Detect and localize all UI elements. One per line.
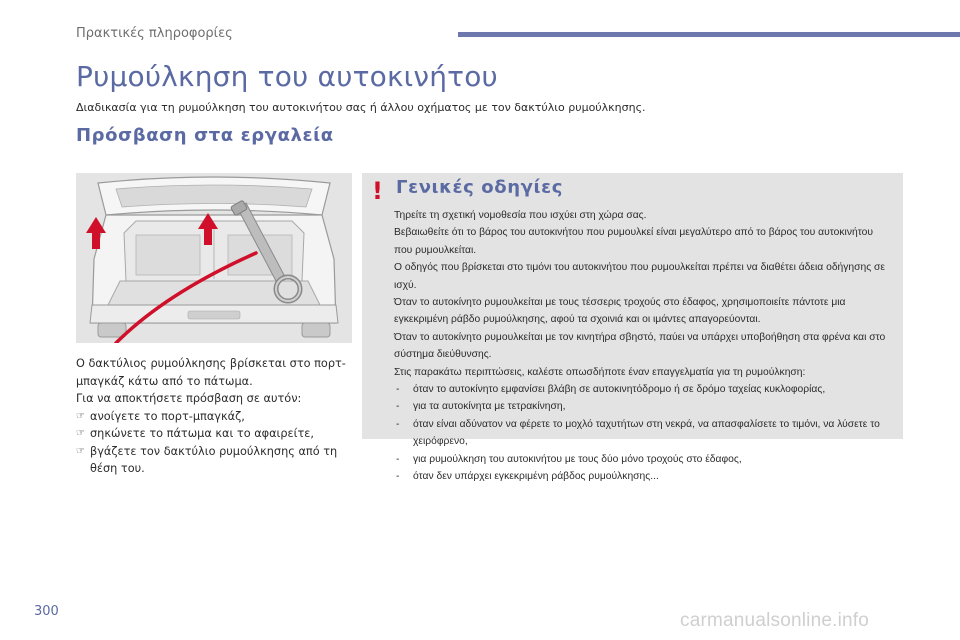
access-intro: Για να αποκτήσετε πρόσβαση σε αυτόν: bbox=[76, 392, 302, 405]
section-subtitle: Πρόσβαση στα εργαλεία bbox=[76, 125, 334, 146]
case-item: - όταν δεν υπάρχει εγκεκριμένη ράβδος ρυμούλκησης... bbox=[394, 468, 894, 485]
note-paragraph: Όταν το αυτοκίνητο ρυμουλκείται με τον κινητήρα σβηστό, παύει να υπάρχει υποβοήθηση στα φρένα και στο σύστημα διεύθυνσης. bbox=[394, 331, 886, 361]
page-number: 300 bbox=[34, 604, 59, 619]
note-paragraph: Βεβαιωθείτε ότι το βάρος του αυτοκινήτου που ρυμουλκεί είναι μεγαλύτερο από το βάρος του αυτοκινήτου που ρυμουλκείται. bbox=[394, 227, 873, 256]
watermark: carmanualsonline.info bbox=[680, 610, 870, 631]
general-instructions-box bbox=[362, 173, 903, 483]
case-item: - όταν είναι αδύνατον να φέρετε το μοχλό ταχυτήτων στη νεκρά, να απασφαλίσετε το τιμόνι, να λύσετε το χειρόφρενο, bbox=[394, 416, 894, 451]
page-title: Ρυμούλκηση του αυτοκινήτου bbox=[76, 60, 498, 93]
note-paragraph: Ο οδηγός που βρίσκεται στο τιμόνι του αυτοκινήτου που ρυμουλκείται πρέπει να διαθέτει άδεια οδήγησης σε ισχύ. bbox=[394, 262, 886, 291]
note-paragraph: Στις παρακάτω περιπτώσεις, καλέστε οπωσδήποτε έναν επαγγελματία για τη ρυμούλκηση: bbox=[394, 366, 806, 378]
note-paragraph: Τηρείτε τη σχετική νομοθεσία που ισχύει στη χώρα σας. bbox=[394, 210, 647, 221]
note-title: Γενικές οδηγίες bbox=[396, 177, 564, 198]
access-steps bbox=[76, 408, 356, 478]
car-trunk-towing-eye-illustration bbox=[76, 173, 352, 343]
header-accent-bar bbox=[458, 32, 960, 37]
section-label: Πρακτικές πληροφορίες bbox=[76, 26, 233, 41]
case-item: - για ρυμούλκηση του αυτοκινήτου με τους δύο μόνο τροχούς στο έδαφος, bbox=[394, 451, 894, 468]
note-body bbox=[394, 207, 894, 486]
exclamation-warning-icon: ! bbox=[372, 177, 383, 205]
note-paragraph: Όταν το αυτοκίνητο ρυμουλκείται με τους τέσσερις τροχούς στο έδαφος, χρησιμοποιείτε πάντοτε μια εγκεκριμένη ράβδο ρυμούλκησης, αφού τα σχοινιά και οι ιμάντες απαγορεύονται. bbox=[394, 297, 846, 326]
left-instructions bbox=[76, 355, 356, 478]
case-item: - όταν το αυτοκίνητο εμφανίσει βλάβη σε αυτοκινητόδρομο ή σε δρόμο ταχείας κυκλοφορίας, bbox=[394, 381, 894, 398]
towing-eye-location: Ο δακτύλιος ρυμούλκησης βρίσκεται στο πορτ-μπαγκάζ κάτω από το πάτωμα. bbox=[76, 357, 346, 388]
access-step: ☞ βγάζετε τον δακτύλιο ρυμούλκησης από τη θέση του. bbox=[76, 443, 356, 478]
access-step: ☞ σηκώνετε το πάτωμα και το αφαιρείτε, bbox=[76, 425, 356, 443]
professional-cases bbox=[394, 381, 894, 485]
access-step: ☞ ανοίγετε το πορτ-μπαγκάζ, bbox=[76, 408, 356, 426]
case-item: - για τα αυτοκίνητα με τετρακίνηση, bbox=[394, 398, 894, 415]
intro-text: Διαδικασία για τη ρυμούλκηση του αυτοκινήτου σας ή άλλου οχήματος με τον δακτύλιο ρυμούλκησης. bbox=[76, 101, 646, 114]
